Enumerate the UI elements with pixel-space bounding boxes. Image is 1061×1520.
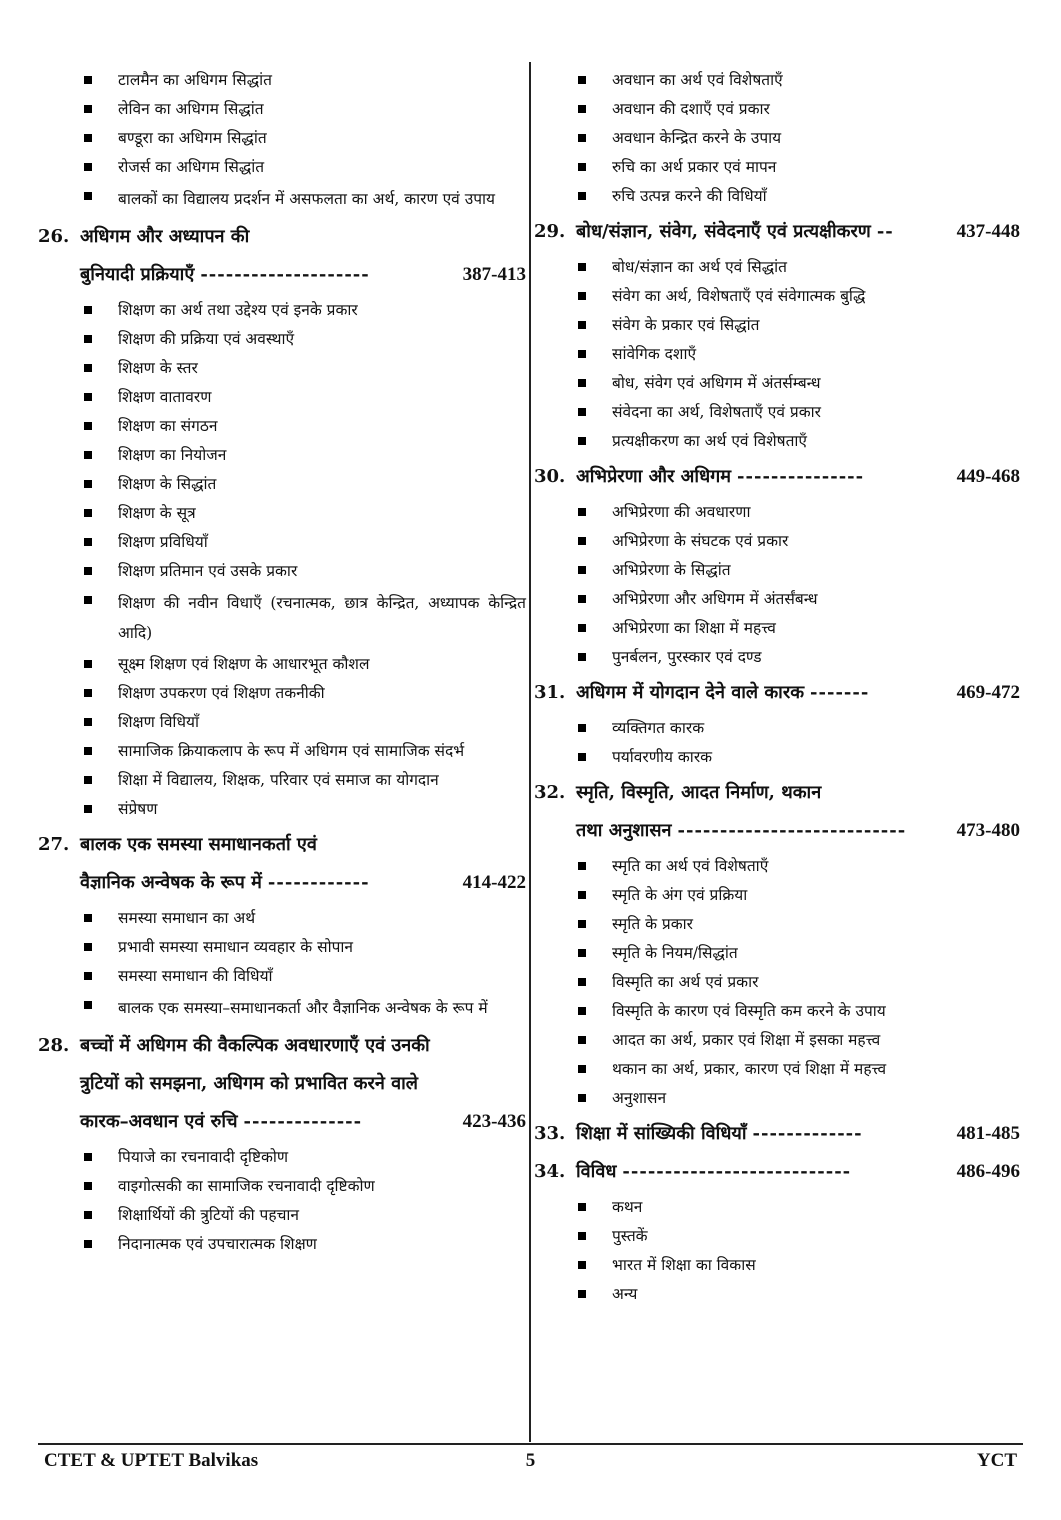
bullet-icon: [578, 537, 586, 545]
bullet-icon: [578, 1203, 586, 1211]
page-range: 486-496: [956, 1161, 1020, 1182]
list-item: सामाजिक क्रियाकलाप के रूप में अधिगम एवं सामाजिक संदर्भ: [38, 739, 526, 764]
section-number: 32.: [534, 782, 566, 803]
bullet-icon: [578, 1065, 586, 1073]
list-item: शिक्षण प्रतिमान एवं उसके प्रकार: [38, 559, 526, 584]
list-item: अभिप्रेरणा का शिक्षा में महत्त्व: [534, 616, 1020, 641]
section-34-list: [534, 1195, 1020, 1307]
section-title: त्रुटियों को समझना, अधिगम को प्रभावित करने वाले: [80, 1073, 418, 1094]
section-title: बच्चों में अधिगम की वैकल्पिक अवधारणाएँ एवं उनकी: [80, 1035, 430, 1056]
list-item: अनुशासन: [534, 1086, 1020, 1111]
page-range: 473-480: [956, 820, 1020, 841]
leader-dashes: ------------: [267, 872, 370, 893]
bullet-icon: [578, 949, 586, 957]
list-item: संवेदना का अर्थ, विशेषताएँ एवं प्रकार: [534, 400, 1020, 425]
list-item: स्मृति का अर्थ एवं विशेषताएँ: [534, 854, 1020, 879]
bullet-icon: [84, 538, 92, 546]
page-range: 437-448: [956, 221, 1020, 242]
list-item: शिक्षार्थियों की त्रुटियों की पहचान: [38, 1203, 526, 1228]
footer-publisher: YCT: [976, 1450, 1017, 1471]
bullet-icon: [578, 1290, 586, 1298]
bullet-icon: [84, 393, 92, 401]
list-item: भारत में शिक्षा का विकास: [534, 1253, 1020, 1278]
list-item: संवेग का अर्थ, विशेषताएँ एवं संवेगात्मक बुद्धि: [534, 284, 1020, 309]
bullet-icon: [578, 653, 586, 661]
bullet-icon: [578, 408, 586, 416]
bullet-icon: [578, 163, 586, 171]
page-range: 481-485: [956, 1123, 1020, 1144]
bullet-icon: [84, 306, 92, 314]
bullet-icon: [578, 192, 586, 200]
bullet-icon: [578, 263, 586, 271]
section-title: वैज्ञानिक अन्वेषक के रूप में: [80, 872, 262, 893]
bullet-icon: [578, 624, 586, 632]
bullet-icon: [578, 595, 586, 603]
leader-dashes: --------------------: [200, 264, 370, 285]
bullet-icon: [578, 105, 586, 113]
left-intro-list: [38, 68, 526, 214]
list-item: निदानात्मक एवं उपचारात्मक शिक्षण: [38, 1232, 526, 1257]
list-item: समस्या समाधान की विधियाँ: [38, 964, 526, 989]
list-item: शिक्षण का संगठन: [38, 414, 526, 439]
bullet-icon: [578, 978, 586, 986]
bullet-icon: [84, 1240, 92, 1248]
section-title: बोध/संज्ञान, संवेग, संवेदनाएँ एवं प्रत्यक्षीकरण: [576, 221, 871, 242]
list-item: पुस्तकें: [534, 1224, 1020, 1249]
bullet-icon: [84, 480, 92, 488]
section-28-list: [38, 1145, 526, 1257]
list-item: अभिप्रेरणा और अधिगम में अंतर्संबन्ध: [534, 587, 1020, 612]
bullet-icon: [84, 509, 92, 517]
section-32-heading: [534, 774, 1020, 850]
bullet-icon: [578, 862, 586, 870]
list-item: अवधान की दशाएँ एवं प्रकार: [534, 97, 1020, 122]
list-item: शिक्षण उपकरण एवं शिक्षण तकनीकी: [38, 681, 526, 706]
list-item: पियाजे का रचनावादी दृष्टिकोण: [38, 1145, 526, 1170]
bullet-icon: [84, 1211, 92, 1219]
list-item: विस्मृति के कारण एवं विस्मृति कम करने के उपाय: [534, 999, 1020, 1024]
bullet-icon: [84, 747, 92, 755]
list-item: अन्य: [534, 1282, 1020, 1307]
section-title: अभिप्रेरणा और अधिगम: [576, 466, 732, 487]
list-item: समस्या समाधान का अर्थ: [38, 906, 526, 931]
bullet-icon: [578, 891, 586, 899]
page-number: 5: [525, 1450, 536, 1471]
leader-dashes: -------: [810, 682, 870, 703]
bullet-icon: [578, 292, 586, 300]
bullet-icon: [84, 1001, 92, 1009]
bullet-icon: [84, 689, 92, 697]
bullet-icon: [84, 134, 92, 142]
section-number: 29.: [534, 221, 566, 242]
section-31-list: [534, 716, 1020, 770]
page-range: 469-472: [956, 682, 1020, 703]
list-item: टालमैन का अधिगम सिद्धांत: [38, 68, 526, 93]
list-item: अभिप्रेरणा की अवधारणा: [534, 500, 1020, 525]
section-title: अधिगम और अध्यापन की: [80, 226, 250, 247]
leader-dashes: ---------------------------: [622, 1161, 852, 1182]
leader-dashes: --: [876, 221, 894, 242]
section-27-list: [38, 906, 526, 1023]
right-column: [534, 64, 1020, 1311]
bullet-icon: [84, 422, 92, 430]
bullet-icon: [578, 350, 586, 358]
section-title: तथा अनुशासन: [576, 820, 672, 841]
section-34-heading: [534, 1153, 1020, 1191]
bullet-icon: [578, 134, 586, 142]
list-item: स्मृति के अंग एवं प्रक्रिया: [534, 883, 1020, 908]
list-item: अभिप्रेरणा के संघटक एवं प्रकार: [534, 529, 1020, 554]
list-item: रुचि उत्पन्न करने की विधियाँ: [534, 184, 1020, 209]
bullet-icon: [578, 566, 586, 574]
list-item: शिक्षा में विद्यालय, शिक्षक, परिवार एवं समाज का योगदान: [38, 768, 526, 793]
bullet-icon: [84, 943, 92, 951]
list-item: अभिप्रेरणा के सिद्धांत: [534, 558, 1020, 583]
footer-book-title: CTET & UPTET Balvikas: [44, 1450, 259, 1471]
bullet-icon: [84, 914, 92, 922]
section-28-heading: [38, 1027, 526, 1141]
page-range: 387-413: [462, 264, 526, 285]
bullet-icon: [84, 105, 92, 113]
list-item: शिक्षण के सिद्धांत: [38, 472, 526, 497]
list-item: लेविन का अधिगम सिद्धांत: [38, 97, 526, 122]
section-title: अधिगम में योगदान देने वाले कारक: [576, 682, 805, 703]
bullet-icon: [578, 508, 586, 516]
list-item: संवेग के प्रकार एवं सिद्धांत: [534, 313, 1020, 338]
section-31-heading: [534, 674, 1020, 712]
section-title: बुनियादी प्रक्रियाएँ: [80, 264, 195, 285]
section-number: 27.: [38, 834, 70, 855]
leader-dashes: --------------: [243, 1111, 363, 1132]
leader-dashes: -------------: [752, 1123, 863, 1144]
section-32-list: [534, 854, 1020, 1111]
section-title: स्मृति, विस्मृति, आदत निर्माण, थकान: [576, 782, 822, 803]
list-item: प्रभावी समस्या समाधान व्यवहार के सोपान: [38, 935, 526, 960]
section-title: कारक–अवधान एवं रुचि: [80, 1111, 238, 1132]
section-title: विविध: [576, 1161, 617, 1182]
bullet-icon: [84, 776, 92, 784]
bullet-icon: [84, 76, 92, 84]
section-26-heading: [38, 218, 526, 294]
list-item: सूक्ष्म शिक्षण एवं शिक्षण के आधारभूत कौशल: [38, 652, 526, 677]
list-item: पुनर्बलन, पुरस्कार एवं दण्ड: [534, 645, 1020, 670]
list-item: शिक्षण के सूत्र: [38, 501, 526, 526]
footer-rule: [38, 1443, 1023, 1445]
bullet-icon: [578, 724, 586, 732]
column-divider: [529, 62, 531, 1442]
list-item: स्मृति के नियम/सिद्धांत: [534, 941, 1020, 966]
list-item: शिक्षण प्रविधियाँ: [38, 530, 526, 555]
list-item: वाइगोत्सकी का सामाजिक रचनावादी दृष्टिकोण: [38, 1174, 526, 1199]
leader-dashes: ---------------------------: [677, 820, 907, 841]
bullet-icon: [84, 718, 92, 726]
section-number: 34.: [534, 1161, 566, 1182]
bullet-icon: [84, 567, 92, 575]
list-item: शिक्षण के स्तर: [38, 356, 526, 381]
list-item: संप्रेषण: [38, 797, 526, 822]
page-range: 423-436: [462, 1111, 526, 1132]
leader-dashes: ---------------: [737, 466, 865, 487]
list-item: शिक्षण विधियाँ: [38, 710, 526, 735]
bullet-icon: [84, 1153, 92, 1161]
section-29-heading: [534, 213, 1020, 251]
section-title: बालक एक समस्या समाधानकर्ता एवं: [80, 834, 317, 855]
bullet-icon: [84, 972, 92, 980]
list-item: आदत का अर्थ, प्रकार एवं शिक्षा में इसका महत्त्व: [534, 1028, 1020, 1053]
list-item: कथन: [534, 1195, 1020, 1220]
bullet-icon: [578, 1261, 586, 1269]
section-title: शिक्षा में सांख्यिकी विधियाँ: [576, 1123, 747, 1144]
bullet-icon: [578, 920, 586, 928]
left-column: [38, 64, 526, 1261]
section-33-heading: [534, 1115, 1020, 1153]
list-item: सांवेगिक दशाएँ: [534, 342, 1020, 367]
section-30-heading: [534, 458, 1020, 496]
section-26-list: [38, 298, 526, 822]
list-item: बालकों का विद्यालय प्रदर्शन में असफलता का अर्थ, कारण एवं उपाय: [38, 184, 526, 214]
section-number: 30.: [534, 466, 566, 487]
section-number: 28.: [38, 1035, 70, 1056]
bullet-icon: [578, 76, 586, 84]
page-range: 414-422: [462, 872, 526, 893]
list-item: अवधान का अर्थ एवं विशेषताएँ: [534, 68, 1020, 93]
bullet-icon: [578, 1007, 586, 1015]
bullet-icon: [578, 753, 586, 761]
bullet-icon: [578, 379, 586, 387]
bullet-icon: [578, 437, 586, 445]
section-29-list: [534, 255, 1020, 454]
list-item: शिक्षण का अर्थ तथा उद्देश्य एवं इनके प्रकार: [38, 298, 526, 323]
list-item: बोध, संवेग एवं अधिगम में अंतर्सम्बन्ध: [534, 371, 1020, 396]
section-number: 31.: [534, 682, 566, 703]
right-intro-list: [534, 68, 1020, 209]
list-item: शिक्षण की प्रक्रिया एवं अवस्थाएँ: [38, 327, 526, 352]
bullet-icon: [84, 364, 92, 372]
section-number: 33.: [534, 1123, 566, 1144]
bullet-icon: [578, 1036, 586, 1044]
list-item: थकान का अर्थ, प्रकार, कारण एवं शिक्षा में महत्त्व: [534, 1057, 1020, 1082]
list-item: शिक्षण का नियोजन: [38, 443, 526, 468]
page-range: 449-468: [956, 466, 1020, 487]
bullet-icon: [84, 660, 92, 668]
list-item: विस्मृति का अर्थ एवं प्रकार: [534, 970, 1020, 995]
list-item: बालक एक समस्या–समाधानकर्ता और वैज्ञानिक अन्वेषक के रूप में: [38, 993, 526, 1023]
bullet-icon: [84, 335, 92, 343]
section-number: 26.: [38, 226, 70, 247]
bullet-icon: [84, 1182, 92, 1190]
bullet-icon: [84, 163, 92, 171]
list-item: रोजर्स का अधिगम सिद्धांत: [38, 155, 526, 180]
bullet-icon: [84, 805, 92, 813]
list-item: अवधान केन्द्रित करने के उपाय: [534, 126, 1020, 151]
list-item: स्मृति के प्रकार: [534, 912, 1020, 937]
bullet-icon: [84, 192, 92, 200]
list-item: रुचि का अर्थ प्रकार एवं मापन: [534, 155, 1020, 180]
bullet-icon: [84, 451, 92, 459]
list-item: प्रत्यक्षीकरण का अर्थ एवं विशेषताएँ: [534, 429, 1020, 454]
bullet-icon: [578, 1094, 586, 1102]
bullet-icon: [578, 1232, 586, 1240]
list-item: बण्डूरा का अधिगम सिद्धांत: [38, 126, 526, 151]
list-item: शिक्षण की नवीन विधाएँ (रचनात्मक, छात्र केन्द्रित, अध्यापक केन्द्रित आदि): [38, 588, 526, 648]
bullet-icon: [578, 321, 586, 329]
bullet-icon: [84, 596, 92, 604]
list-item: बोध/संज्ञान का अर्थ एवं सिद्धांत: [534, 255, 1020, 280]
list-item: पर्यावरणीय कारक: [534, 745, 1020, 770]
list-item: व्यक्तिगत कारक: [534, 716, 1020, 741]
section-27-heading: [38, 826, 526, 902]
section-30-list: [534, 500, 1020, 670]
list-item: शिक्षण वातावरण: [38, 385, 526, 410]
